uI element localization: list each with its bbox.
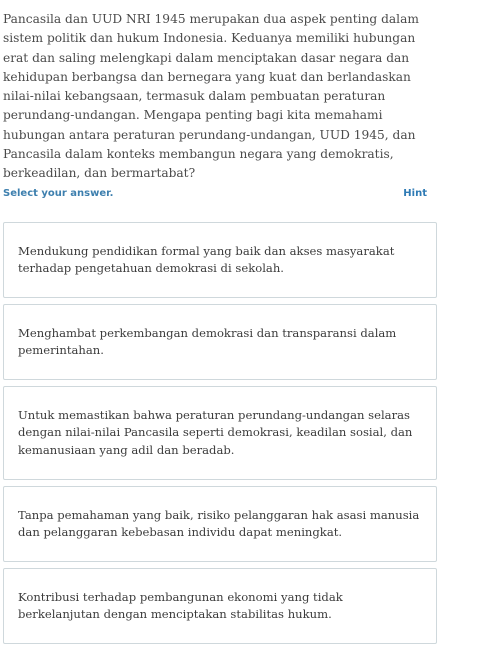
answer-option-text: Menghambat perkembangan demokrasi dan transparansi dalam pemerintahan. xyxy=(18,325,397,357)
answer-option-3[interactable] xyxy=(3,386,437,480)
answer-option-4[interactable] xyxy=(3,486,437,562)
select-answer-label: Select your answer. xyxy=(3,188,114,199)
answer-option-text: Kontribusi terhadap pembangunan ekonomi yang tidak berkelanjutan dengan menciptakan stabilitas hukum. xyxy=(18,589,343,621)
answer-prompt-row xyxy=(3,188,427,199)
answer-option-5[interactable] xyxy=(3,568,437,644)
answer-option-2[interactable] xyxy=(3,304,437,380)
hint-link[interactable]: Hint xyxy=(403,188,427,199)
answer-option-1[interactable] xyxy=(3,222,437,298)
question-text: Pancasila dan UUD NRI 1945 merupakan dua aspek penting dalam sistem politik dan hukum Indonesia. Keduanya memiliki hubungan erat dan saling melengkapi dalam menciptakan dasar negara dan kehidupan berbangsa dan bernegara yang kuat dan berlandaskan nilai-nilai kebangsaan, termasuk dalam pembuatan peraturan perundang-undangan. Mengapa penting bagi kita memahami hubungan antara peraturan perundang-undangan, UUD 1945, dan Pancasila dalam konteks membangun negara yang demokratis, berkeadilan, dan bermartabat? xyxy=(3,12,419,181)
answer-option-text: Mendukung pendidikan formal yang baik dan akses masyarakat terhadap pengetahuan demokrasi di sekolah. xyxy=(18,243,395,275)
answer-option-text: Tanpa pemahaman yang baik, risiko pelanggaran hak asasi manusia dan pelanggaran kebebasan individu dapat meningkat. xyxy=(18,507,420,539)
answer-option-text: Untuk memastikan bahwa peraturan perundang-undangan selaras dengan nilai-nilai Pancasila seperti demokrasi, keadilan sosial, dan kemanusiaan yang adil dan beradab. xyxy=(18,407,413,457)
